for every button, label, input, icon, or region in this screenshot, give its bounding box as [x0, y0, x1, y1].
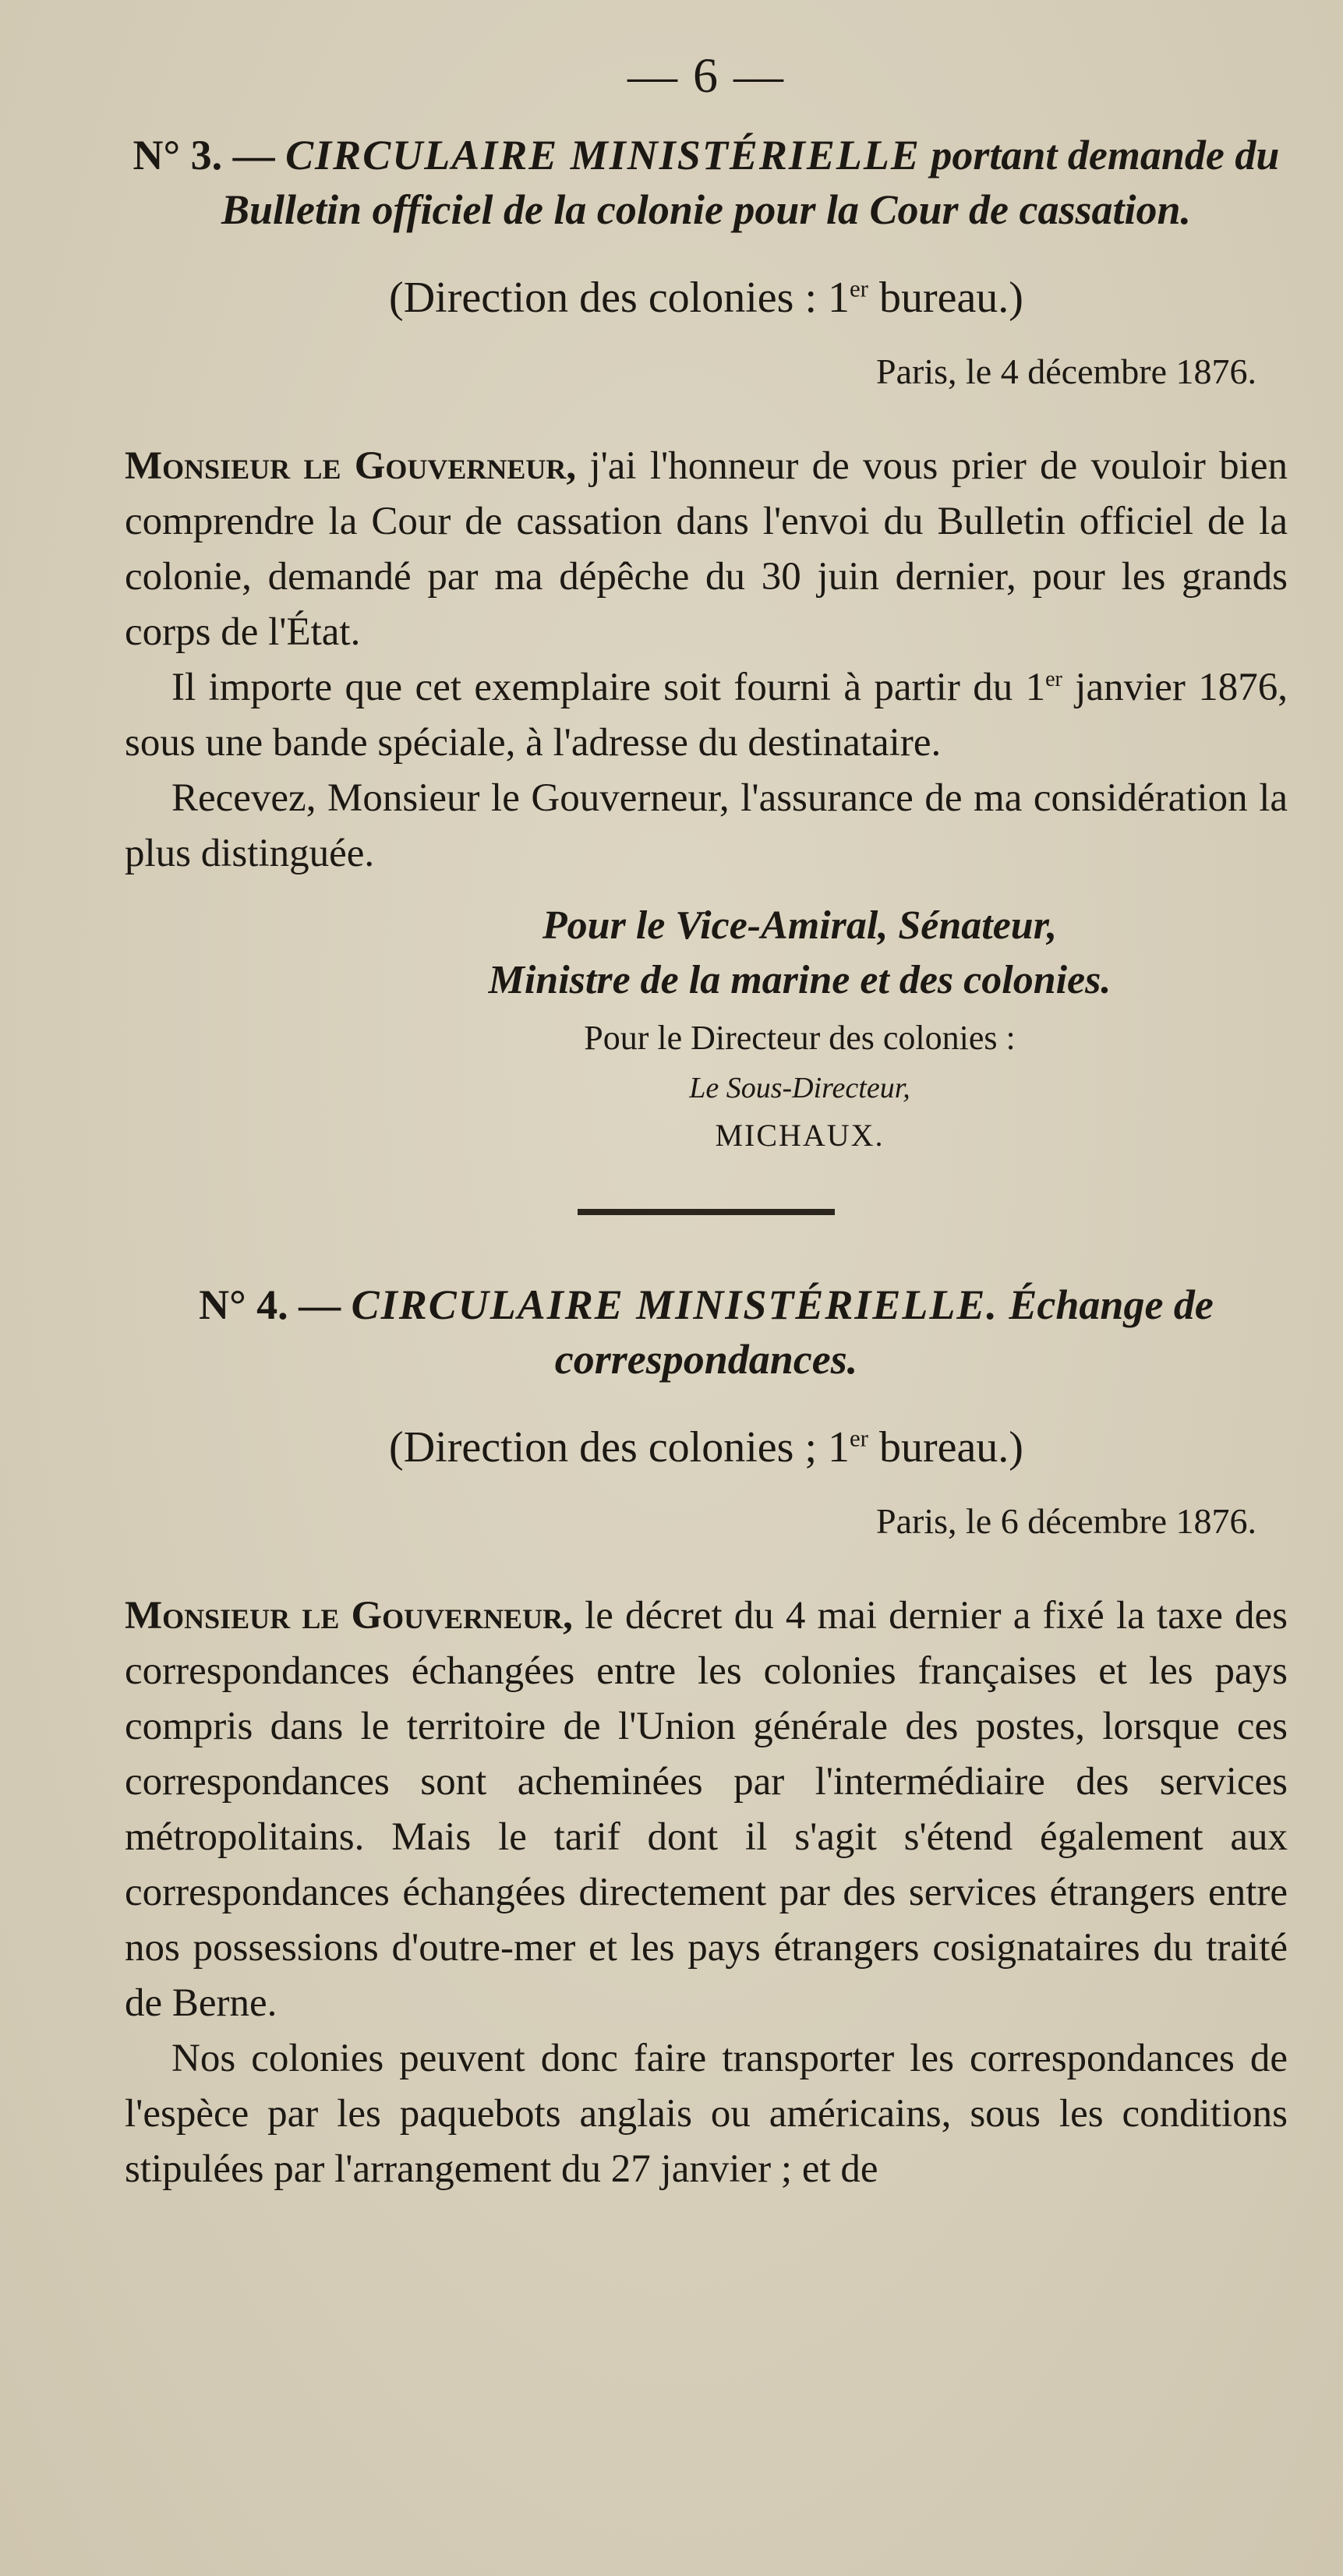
circular-3-title-rest: portant demande du Bulletin officiel de la colonie pour la Cour de cassation. — [221, 132, 1280, 233]
circular-4-direction-end: bureau.) — [868, 1423, 1023, 1472]
circular-3-heading — [125, 128, 1288, 237]
circular-4-paragraph-1 — [125, 1588, 1288, 2031]
circular-3-paragraph-3: Recevez, Monsieur le Gouverneur, l'assurance de ma considération la plus distinguée. — [125, 776, 1288, 875]
page-number: — 6 — — [627, 48, 785, 103]
circular-3-paragraph-1 — [125, 439, 1288, 660]
signature-name: MICHAUX. — [715, 1118, 885, 1153]
circular-3-salutation: Monsieur le Gouverneur, — [125, 444, 577, 488]
circular-4-title-caps: CIRCULAIRE MINISTÉRIELLE. — [351, 1281, 998, 1328]
circular-4-heading — [125, 1277, 1288, 1387]
circular-3-direction-text: (Direction des colonies : 1 — [389, 274, 850, 322]
circular-3-paragraph-2-text: Il importe que cet exemplaire soit fourni à partir du 1 — [171, 666, 1046, 709]
circular-3-paragraph-2-sup: er — [1045, 667, 1062, 691]
circular-4-paragraph-2: Nos colonies peuvent donc faire transporter les correspondances de l'espèce par les paquebots anglais ou américains, sous les conditions stipulées par l'arrangement du 27 janvier ; et de — [125, 2037, 1288, 2191]
circular-4-dateline: Paris, le 6 décembre 1876. — [876, 1501, 1256, 1541]
signature-line-2: Ministre de la marine et des colonies. — [488, 958, 1112, 1002]
circular-3-direction — [125, 273, 1288, 323]
circular-3-signature — [125, 899, 1288, 1159]
circular-4-title-rest: Échange de correspondances. — [554, 1281, 1214, 1383]
circular-4-direction-sup: er — [850, 1425, 868, 1452]
circular-4 — [125, 1277, 1288, 2197]
circular-3-paragraph-1-text: j'ai l'honneur de vous prier de vouloir bien comprendre la Cour de cassation dans l'envoi du Bulletin officiel de la colonie, demandé par ma dépêche du 30 juin dernier, pour les grands corps de l'État. — [125, 444, 1288, 654]
circular-4-paragraph-1-text: le décret du 4 mai dernier a fixé la taxe des correspondances échangées entre les colonies françaises et les pays compris dans le territoire de l'Union générale des postes, lorsque ces correspondances sont acheminées par l'intermédiaire des services métropolitains. Mais le tarif dont il s'agit s'étend également aux correspondances échangées directement par des services étrangers entre nos possessions d'outre-mer et les pays étrangers cosignataires du traité de Berne. — [125, 1594, 1288, 2025]
circular-3-direction-sup: er — [850, 275, 868, 302]
text-block — [125, 47, 1288, 2197]
signature-line-3: Pour le Directeur des colonies : — [584, 1019, 1016, 1057]
section-divider — [578, 1209, 835, 1215]
circular-4-direction-text: (Direction des colonies ; 1 — [389, 1423, 850, 1472]
circular-4-direction — [125, 1422, 1288, 1472]
signature-line-4: Le Sous-Directeur, — [689, 1072, 910, 1104]
circular-3-direction-end: bureau.) — [868, 274, 1023, 322]
circular-3-dateline: Paris, le 4 décembre 1876. — [876, 352, 1256, 391]
circular-3-paragraph-2 — [125, 660, 1288, 771]
circular-4-salutation: Monsieur le Gouverneur, — [125, 1594, 573, 1638]
signature-line-1: Pour le Vice-Amiral, Sénateur, — [542, 903, 1058, 948]
circular-3-paragraph-2-end: janvier 1876, sous une bande spéciale, à l'adresse du destinataire. — [125, 666, 1288, 765]
circular-3-label: N° 3. — — [133, 132, 286, 178]
circular-3-title-caps: CIRCULAIRE MINISTÉRIELLE — [285, 132, 921, 178]
circular-4-label: N° 4. — — [199, 1281, 352, 1328]
circular-3 — [125, 128, 1288, 1159]
